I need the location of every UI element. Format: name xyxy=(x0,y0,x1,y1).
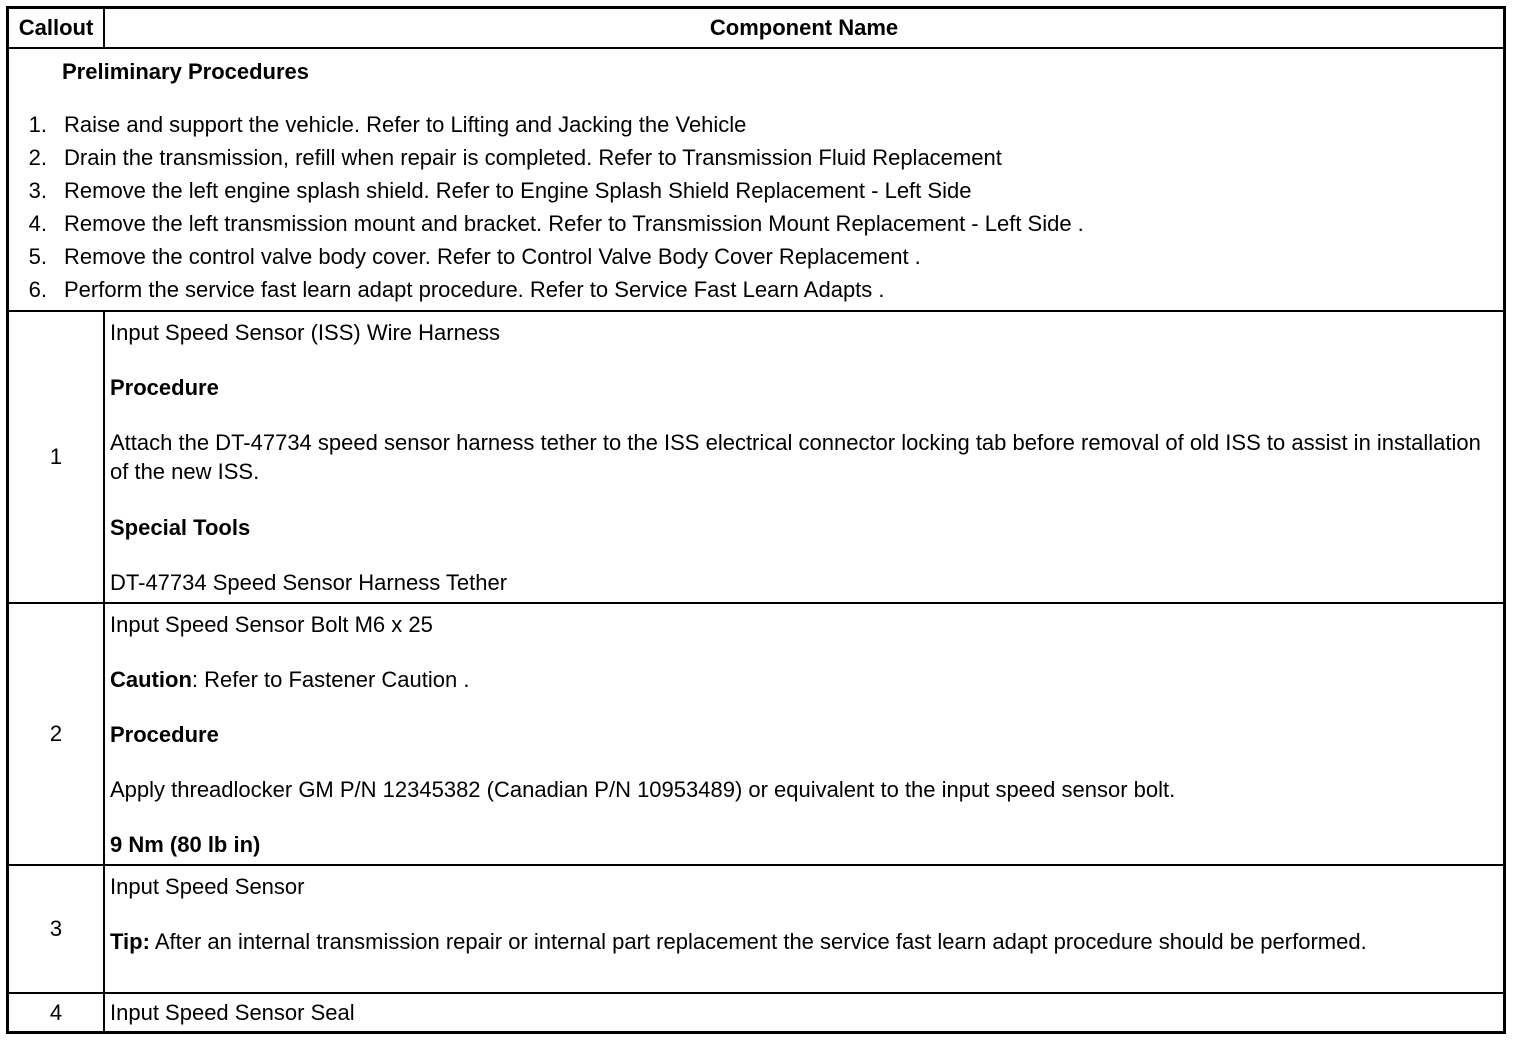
caution-label: Caution xyxy=(110,667,192,692)
step-number: 1. xyxy=(28,112,47,137)
table-row xyxy=(9,312,1503,602)
callout-number: 3 xyxy=(49,916,63,941)
procedure-table xyxy=(6,6,1506,1034)
table-header xyxy=(9,9,1503,47)
procedure-text: Attach the DT-47734 speed sensor harness tether to the ISS electrical connector locking tab before removal of old ISS to assist in installation of the new ISS. xyxy=(110,430,1481,484)
component-cell xyxy=(110,604,1497,864)
step-text: Remove the control valve body cover. Refer to Control Valve Body Cover Replacement . xyxy=(64,244,921,269)
step-text: Drain the transmission, refill when repair is completed. Refer to Transmission Fluid Replacement xyxy=(64,145,1002,170)
component-name: Input Speed Sensor Seal xyxy=(110,1000,355,1025)
step-text: Perform the service fast learn adapt procedure. Refer to Service Fast Learn Adapts . xyxy=(64,277,885,302)
header-component-name: Component Name xyxy=(709,15,899,40)
component-cell xyxy=(110,866,1497,992)
component-cell xyxy=(110,312,1497,602)
preliminary-procedures xyxy=(9,49,1503,310)
step-number: 2. xyxy=(28,145,47,170)
tip-text: After an internal transmission repair or internal part replacement the service fast learn adapt procedure should be performed. xyxy=(149,929,1367,954)
component-name: Input Speed Sensor xyxy=(110,874,305,899)
list-item xyxy=(9,277,1503,307)
caution-line xyxy=(110,665,469,694)
table-row xyxy=(9,994,1503,1031)
table-row xyxy=(9,866,1503,992)
component-name: Input Speed Sensor (ISS) Wire Harness xyxy=(110,320,501,345)
special-tools-label: Special Tools xyxy=(110,515,251,540)
list-item xyxy=(9,145,1503,175)
step-number: 4. xyxy=(28,211,47,236)
procedure-label: Procedure xyxy=(110,375,219,400)
callout-number: 4 xyxy=(49,999,63,1025)
list-item xyxy=(9,178,1503,208)
procedure-text: Apply threadlocker GM P/N 12345382 (Canadian P/N 10953489) or equivalent to the input speed sensor bolt. xyxy=(110,777,1176,802)
preliminary-title: Preliminary Procedures xyxy=(62,59,310,84)
tip-label: Tip: xyxy=(110,929,150,954)
list-item xyxy=(9,112,1503,142)
callout-number: 2 xyxy=(49,721,63,746)
list-item xyxy=(9,211,1503,241)
step-number: 3. xyxy=(28,178,47,203)
step-text: Remove the left transmission mount and bracket. Refer to Transmission Mount Replacement - Left Side . xyxy=(64,211,1084,236)
table-row xyxy=(9,604,1503,864)
component-name: Input Speed Sensor Bolt M6 x 25 xyxy=(110,612,433,637)
header-callout: Callout xyxy=(18,15,94,40)
special-tools-text: DT-47734 Speed Sensor Harness Tether xyxy=(110,570,508,595)
step-number: 5. xyxy=(28,244,47,269)
torque-spec: 9 Nm (80 lb in) xyxy=(110,832,261,857)
procedure-label: Procedure xyxy=(110,722,219,747)
step-text: Remove the left engine splash shield. Refer to Engine Splash Shield Replacement - Left Side xyxy=(64,178,972,203)
component-cell xyxy=(110,994,1497,1031)
callout-number: 1 xyxy=(49,444,63,469)
caution-text: : Refer to Fastener Caution . xyxy=(191,667,470,692)
step-number: 6. xyxy=(28,277,47,302)
step-text: Raise and support the vehicle. Refer to Lifting and Jacking the Vehicle xyxy=(64,112,747,137)
list-item xyxy=(9,244,1503,274)
tip-paragraph xyxy=(110,927,1497,956)
